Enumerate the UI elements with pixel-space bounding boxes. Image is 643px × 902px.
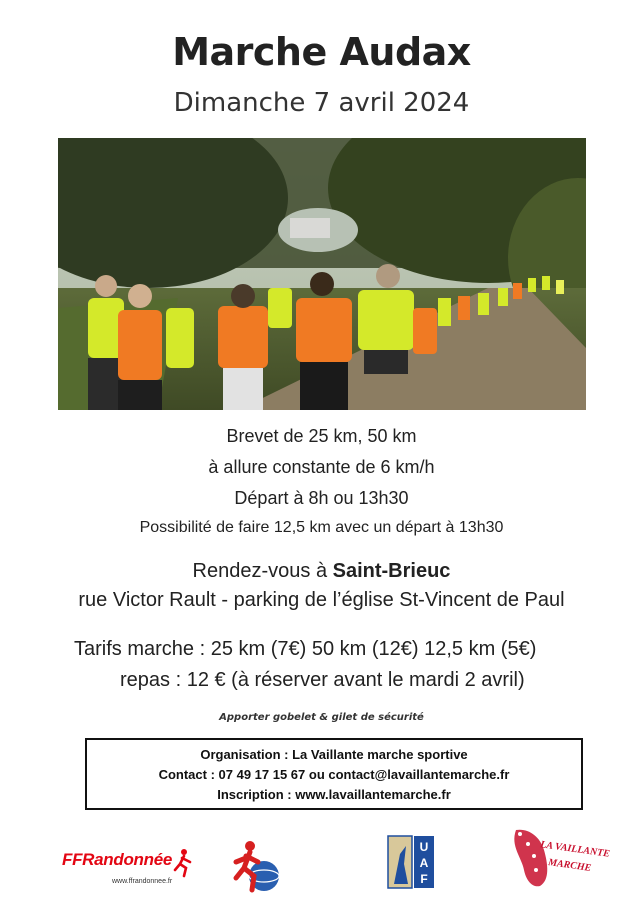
walk-prices: Tarifs marche : 25 km (7€) 50 km (12€) 12,5 km (5€) bbox=[74, 638, 537, 660]
runner-icon bbox=[230, 838, 282, 896]
uaf-letter-f: F bbox=[420, 872, 428, 886]
hiker-icon bbox=[172, 848, 194, 878]
pace-line: à allure constante de 6 km/h bbox=[208, 457, 435, 477]
option-line: Possibilité de faire 12,5 km avec un départ à 13h30 bbox=[139, 519, 504, 536]
start-time-line: Départ à 8h ou 13h30 bbox=[234, 488, 409, 508]
uaf-letter-a: A bbox=[419, 856, 429, 870]
organiser-line: Organisation : La Vaillante marche sportive bbox=[200, 747, 468, 762]
vaillante-line2: MARCHE bbox=[547, 857, 592, 874]
ffrandonnee-logo bbox=[60, 844, 198, 892]
meeting-address: rue Victor Rault - parking de l’église St-Vincent de Paul bbox=[78, 589, 565, 611]
runner-logo bbox=[230, 838, 282, 896]
bring-note: Apporter gobelet & gilet de sécurité bbox=[219, 712, 424, 723]
organisation-box bbox=[85, 738, 583, 810]
hikers-photo bbox=[58, 138, 586, 410]
meeting-line bbox=[0, 560, 643, 583]
ffrandonnee-name: FFRandonnée bbox=[62, 850, 173, 869]
uaf-letter-u: U bbox=[419, 840, 429, 854]
contact-line: Contact : 07 49 17 15 67 ou contact@lavaillantemarche.fr bbox=[158, 767, 510, 782]
registration-line: Inscription : www.lavaillantemarche.fr bbox=[217, 787, 451, 802]
la-vaillante-logo bbox=[510, 826, 611, 890]
meeting-city: Saint-Brieuc bbox=[332, 560, 451, 582]
meal-price: repas : 12 € (à réserver avant le mardi 2 avril) bbox=[120, 669, 525, 691]
vaillante-line1: LA VAILLANTE bbox=[539, 839, 611, 860]
meeting-prefix: Rendez-vous à bbox=[192, 560, 333, 582]
distance-line: Brevet de 25 km, 50 km bbox=[226, 426, 417, 446]
ffrandonnee-url: www.ffrandonnee.fr bbox=[112, 878, 173, 885]
event-date: Dimanche 7 avril 2024 bbox=[173, 88, 470, 118]
page-title: Marche Audax bbox=[172, 30, 471, 74]
uaf-logo bbox=[386, 834, 436, 890]
